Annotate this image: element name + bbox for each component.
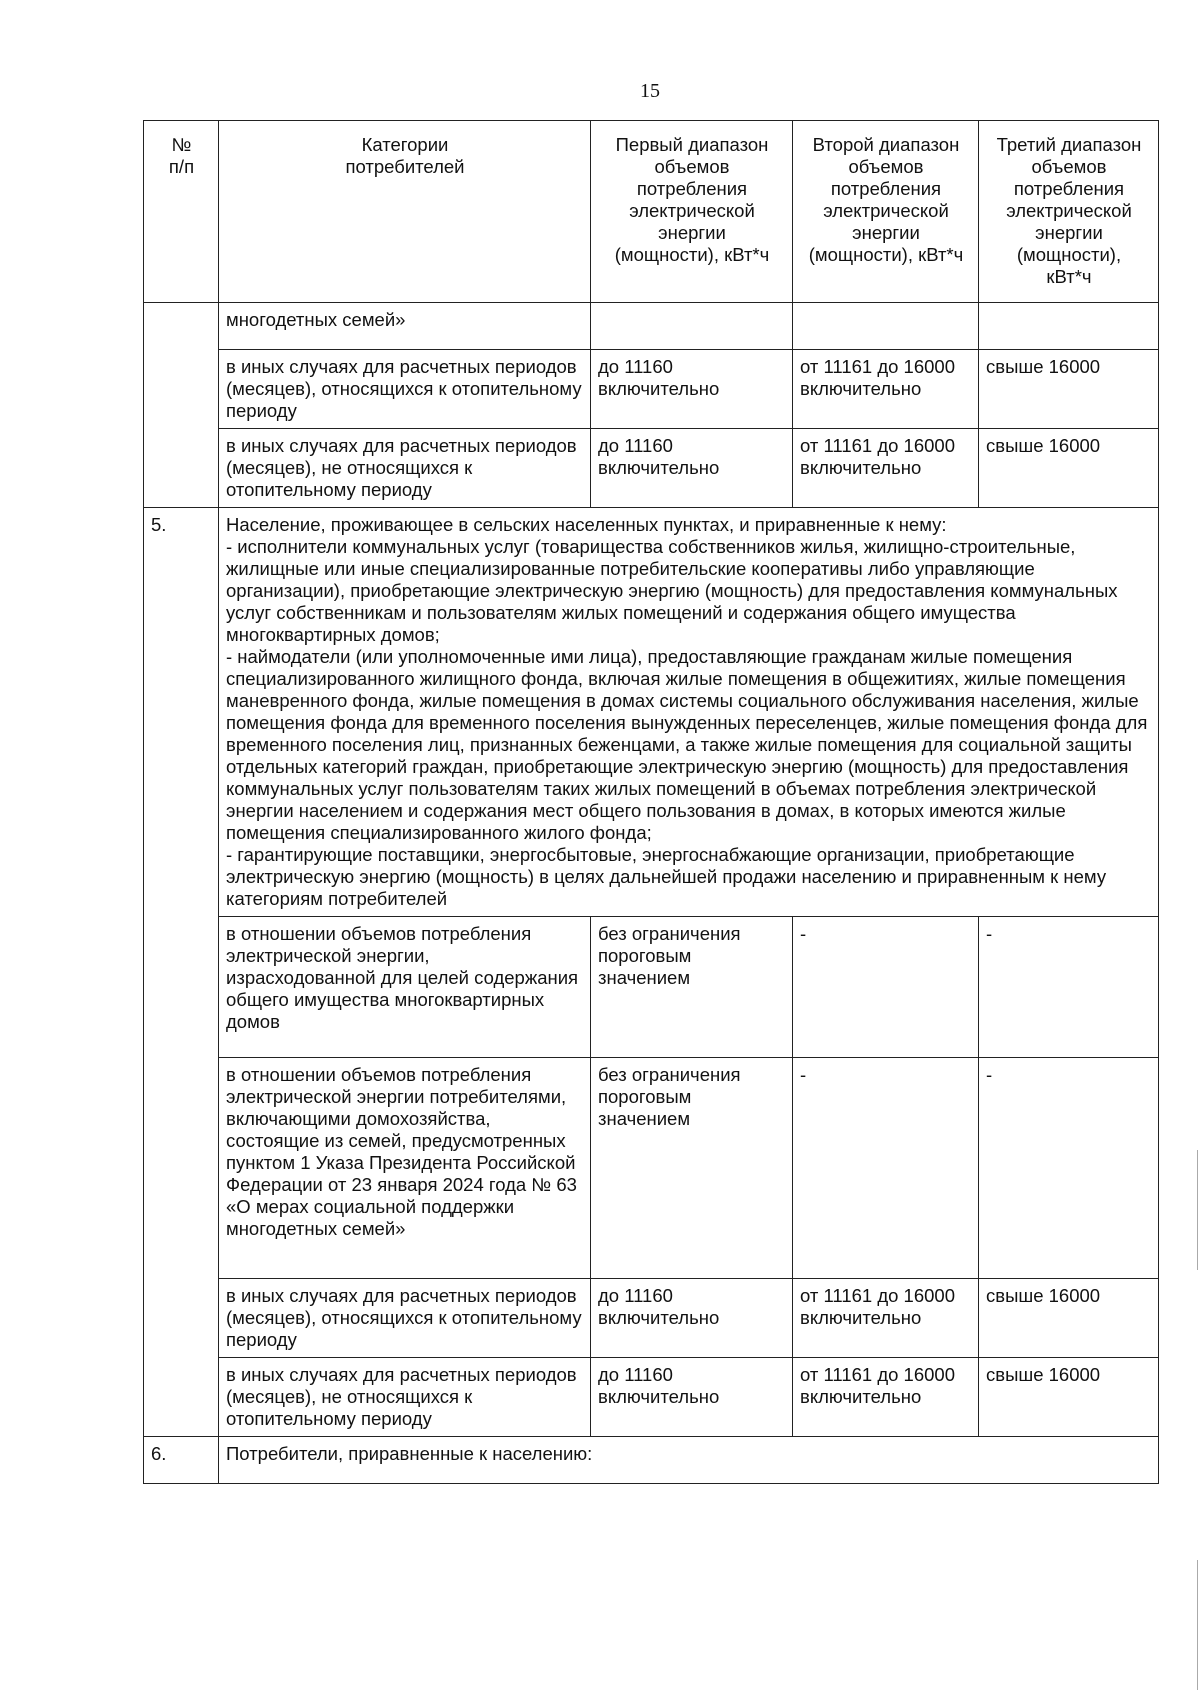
table-row bbox=[144, 1058, 1159, 1279]
row-number-cell bbox=[144, 303, 219, 508]
section-description: Население, проживающее в сельских населенных пунктах, и приравненные к нему: - исполнители коммунальных услуг (товарищества собственников жилья, жилищно-строительные, жилищные или иные специализированные потребительские кооперативы либо управляющие организации), приобретающие электрическую энергию (мощность) для предоставления коммунальных услуг собственникам и пользователям жилых помещений и содержания общего имущества многоквартирных домов; - наймодатели (или уполномоченные ими лица), предоставляющие гражданам жилые помещения специализированного жилищного фонда, включая жилые помещения в общежитиях, жилые помещения маневренного фонда, жилые помещения в домах системы социального обслуживания населения, жилые помещения фонда для временного поселения вынужденных переселенцев, жилые помещения фонда для временного поселения лиц, признанных беженцами, а также жилые помещения для социальной защиты отдельных категорий граждан, приобретающие электрическую энергию (мощность) для предоставления коммунальных услуг пользователям таких жилых помещений в объемах потребления электрической энергии населением и содержания мест общего пользования в домах, в которых имеются жилые помещения специализированного жилого фонда; - гарантирующие поставщики, энергосбытовые, энергоснабжающие организации, приобретающие электрическую энергию (мощность) в целях дальнейшей продажи населению и приравненным к нему категориям потребителей bbox=[219, 508, 1159, 917]
range-2-cell: от 11161 до 16000 включительно bbox=[793, 429, 979, 508]
range-3-cell: свыше 16000 bbox=[979, 1358, 1159, 1437]
range-2-cell: - bbox=[793, 917, 979, 1058]
range-2-cell: от 11161 до 16000 включительно bbox=[793, 1279, 979, 1358]
header-range-2: Второй диапазон объемов потребления электрической энергии (мощности), кВт*ч bbox=[793, 121, 979, 303]
header-range-1: Первый диапазон объемов потребления электрической энергии (мощности), кВт*ч bbox=[591, 121, 793, 303]
table-row bbox=[144, 350, 1159, 429]
range-3-cell: свыше 16000 bbox=[979, 1279, 1159, 1358]
category-cell: в отношении объемов потребления электрической энергии, израсходованной для целей содержания общего имущества многоквартирных домов bbox=[219, 917, 591, 1058]
category-cell: многодетных семей» bbox=[219, 303, 591, 350]
header-number: № п/п bbox=[144, 121, 219, 303]
range-3-cell: свыше 16000 bbox=[979, 350, 1159, 429]
range-3-cell: - bbox=[979, 917, 1159, 1058]
range-1-cell: без ограничения пороговым значением bbox=[591, 917, 793, 1058]
category-cell: в иных случаях для расчетных периодов (месяцев), не относящихся к отопительному периоду bbox=[219, 429, 591, 508]
range-1-cell: до 11160 включительно bbox=[591, 429, 793, 508]
scan-edge-line bbox=[1197, 1150, 1198, 1270]
table-row bbox=[144, 1358, 1159, 1437]
header-range-3: Третий диапазон объемов потребления электрической энергии (мощности), кВт*ч bbox=[979, 121, 1159, 303]
section-row bbox=[144, 508, 1159, 917]
category-cell: в иных случаях для расчетных периодов (месяцев), не относящихся к отопительному периоду bbox=[219, 1358, 591, 1437]
section-row bbox=[144, 1437, 1159, 1484]
range-2-cell: - bbox=[793, 1058, 979, 1279]
range-2-cell: от 11161 до 16000 включительно bbox=[793, 350, 979, 429]
section-number: 6. bbox=[144, 1437, 219, 1484]
range-3-cell: свыше 16000 bbox=[979, 429, 1159, 508]
tariff-table bbox=[143, 120, 1159, 1484]
range-2-cell bbox=[793, 303, 979, 350]
range-3-cell: - bbox=[979, 1058, 1159, 1279]
table-row bbox=[144, 429, 1159, 508]
table-row bbox=[144, 917, 1159, 1058]
category-cell: в иных случаях для расчетных периодов (месяцев), относящихся к отопительному периоду bbox=[219, 1279, 591, 1358]
table-row bbox=[144, 303, 1159, 350]
page-number: 15 bbox=[640, 80, 660, 102]
range-1-cell: до 11160 включительно bbox=[591, 350, 793, 429]
header-row bbox=[144, 121, 1159, 303]
header-category: Категории потребителей bbox=[219, 121, 591, 303]
range-1-cell: без ограничения пороговым значением bbox=[591, 1058, 793, 1279]
range-2-cell: от 11161 до 16000 включительно bbox=[793, 1358, 979, 1437]
table-row bbox=[144, 1279, 1159, 1358]
scan-edge-line bbox=[1197, 1560, 1198, 1690]
range-3-cell bbox=[979, 303, 1159, 350]
range-1-cell bbox=[591, 303, 793, 350]
range-1-cell: до 11160 включительно bbox=[591, 1279, 793, 1358]
category-cell: в иных случаях для расчетных периодов (месяцев), относящихся к отопительному периоду bbox=[219, 350, 591, 429]
range-1-cell: до 11160 включительно bbox=[591, 1358, 793, 1437]
section-number: 5. bbox=[144, 508, 219, 1437]
section-description: Потребители, приравненные к населению: bbox=[219, 1437, 1159, 1484]
category-cell: в отношении объемов потребления электрической энергии потребителями, включающими домохозяйства, состоящие из семей, предусмотренных пунктом 1 Указа Президента Российской Федерации от 23 января 2024 года № 63 «О мерах социальной поддержки многодетных семей» bbox=[219, 1058, 591, 1279]
